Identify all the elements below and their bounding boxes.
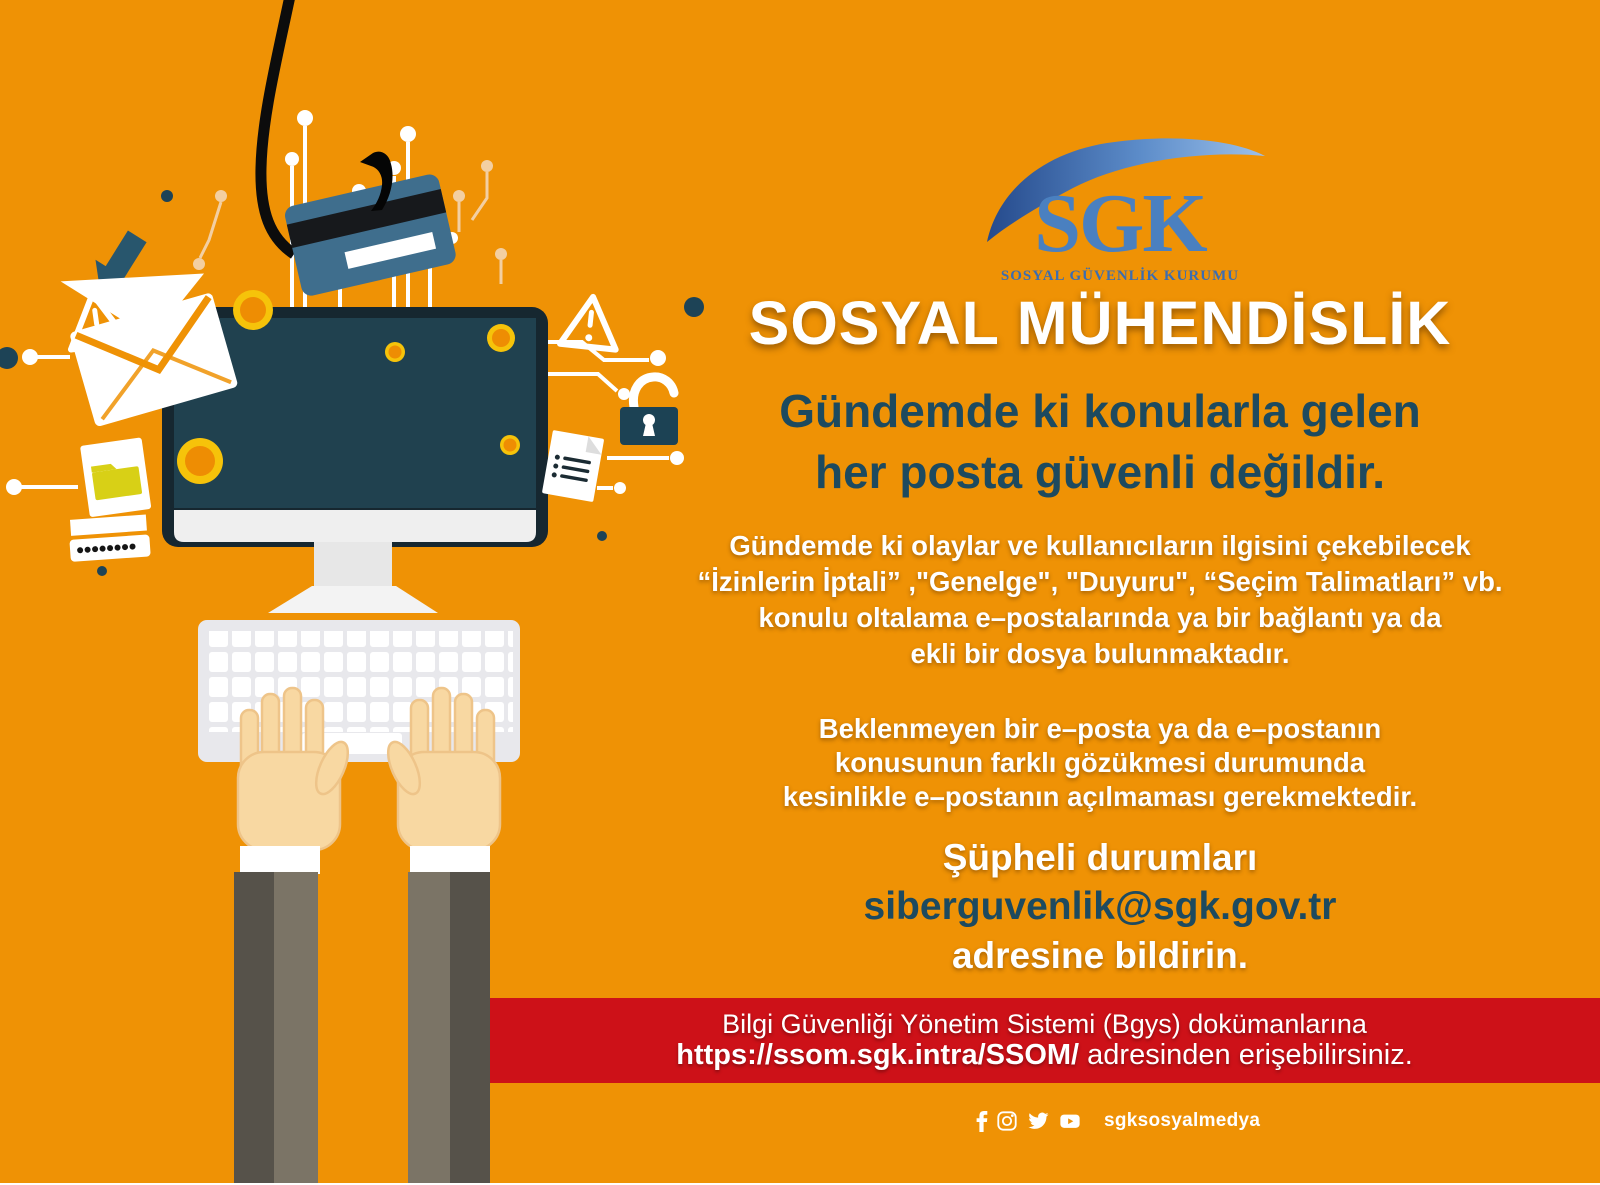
circuit-nodes [6,110,684,495]
subheadline-line2: her posta güvenli değildir. [815,446,1385,498]
coin-icons [177,290,520,484]
paragraph-phishing-warning [590,528,1600,672]
circuit-traces-beige [200,172,501,284]
monitor-stand-base [268,586,438,613]
sgk-acronym: SGK [1034,177,1206,270]
spacebar [302,733,402,754]
fishing-line [261,0,294,254]
download-arrow-icon [81,224,157,307]
credit-card [283,172,458,297]
subheadline-line1: Gündemde ki konularla gelen [779,385,1421,437]
keyboard [198,620,520,762]
twitter-icon[interactable] [1026,1110,1050,1132]
paragraph1-line4: ekli bir dosya bulunmaktadır. [910,638,1290,669]
document-icon [542,430,604,502]
circuit-nodes-beige [193,160,507,270]
paragraph1-line2: “İzinlerin İptali” ,"Genelge", "Duyuru", “Seçim Talimatları” vb. [697,566,1503,597]
banner-line2-suffix: adresinden erişebilirsiniz. [1079,1039,1413,1071]
sgk-subtext: SOSYAL GÜVENLİK KURUMU [1000,268,1240,284]
paragraph2-line2: konusunun farklı gözükmesi durumunda [834,747,1366,778]
fish-hook-icon [360,152,393,211]
paragraph1-line1: Gündemde ki olaylar ve kullanıcıların ilgisini çekebilecek [729,530,1471,561]
typing-hand-right [382,688,500,850]
bgys-banner [489,998,1600,1083]
instagram-icon[interactable] [996,1110,1018,1132]
social-handle: sgksosyalmedya [1104,1110,1261,1131]
folder-icon [80,437,151,517]
banner-line1: Bilgi Güvenliği Yönetim Sistemi (Bgys) dokümanlarına [722,1009,1367,1039]
paragraph2-line3: kesinlikle e–postanın açılmaması gerekmektedir. [782,781,1418,812]
facebook-icon[interactable] [975,1110,988,1132]
banner-line2 [489,1039,1600,1071]
shirt-cuff-left [240,846,320,874]
scatter-dots [0,190,704,576]
report-line2: adresine bildirin. [951,935,1249,976]
envelope-icon [55,242,239,427]
page-title: SOSYAL MÜHENDİSLİK [748,289,1452,357]
ssom-url[interactable]: https://ssom.sgk.intra/SSOM/ [676,1039,1080,1071]
paragraph-do-not-open [590,712,1600,814]
warning-triangle-icon [64,290,129,350]
circuit-traces [21,126,669,488]
report-email[interactable]: siberguvenlik@sgk.gov.tr [863,885,1337,928]
paragraph2-line1: Beklenmeyen bir e–posta ya da e–postanın [818,713,1382,744]
paragraph1-line3: konulu oltalama e–postalarında ya bir bağlantı ya da [758,602,1442,633]
report-line1: Şüpheli durumları [942,837,1258,878]
password-field-icon [68,514,151,561]
sgk-logo [965,130,1275,290]
monitor-stand-neck [314,542,392,586]
suit-sleeves [234,872,490,1185]
typing-hand-left [238,688,354,850]
youtube-icon[interactable] [1058,1110,1082,1132]
monitor [162,307,548,613]
report-contact [600,833,1600,980]
shirt-cuff-right [410,846,490,874]
subheadline [600,381,1600,503]
social-media-row [975,1110,1260,1132]
